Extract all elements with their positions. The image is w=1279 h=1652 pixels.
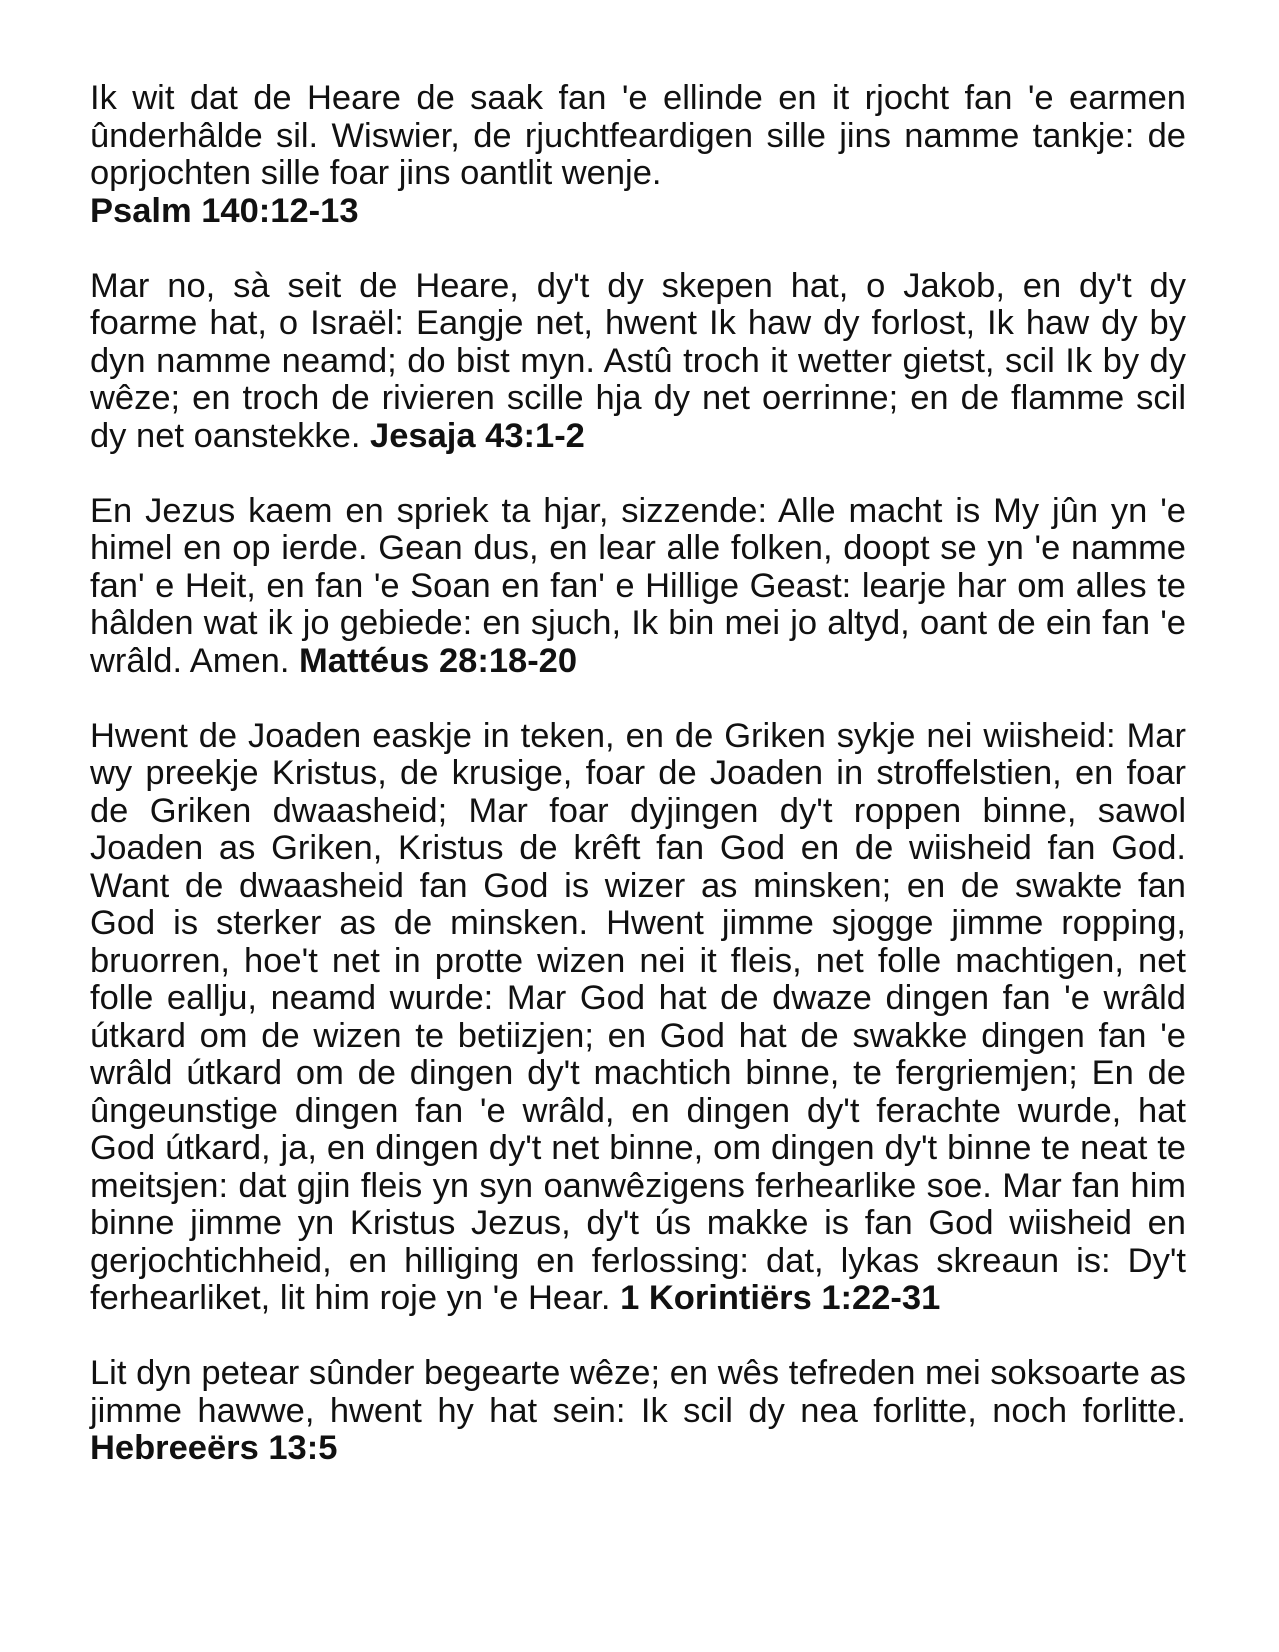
passage-text: Ik wit dat de Heare de saak fan 'e ellinde en it rjocht fan 'e earmen ûnderhâlde sil. Wiswier, de rjuchtfeardigen sille jins namme tankje: de oprjochten sille foar jins oantlit wenje.: [90, 79, 1186, 192]
passage-text: Lit dyn petear sûnder begearte wêze; en wês tefreden mei soksoarte as jimme hawwe, hwent hy hat sein: Ik scil dy nea forlitte, noch forlitte.: [90, 1354, 1186, 1430]
verse-reference: 1 Korintiërs 1:22-31: [620, 1279, 941, 1317]
document-page: [90, 80, 1186, 1505]
verse-reference: Jesaja 43:1-2: [370, 416, 585, 455]
passage-psalm: [90, 80, 1186, 230]
passage-text: En Jezus kaem en spriek ta hjar, sizzende: Alle macht is My jûn yn 'e himel en op ierde. Gean dus, en lear alle folken, doopt se yn 'e namme fan' e Heit, en fan 'e Soan en fan' e Hillige Geast: learje har om alles te hâlden wat ik jo gebiede: en sjuch, Ik bin mei jo altyd, oant de ein fan 'e wrâld. Amen.: [90, 491, 1186, 680]
passage-text: Mar no, sà seit de Heare, dy't dy skepen hat, o Jakob, en dy't dy foarme hat, o Israël: Eangje net, hwent Ik haw dy forlost, Ik haw dy by dyn namme neamd; do bist myn. Astû troch it wetter gietst, scil Ik by dy wêze; en troch de rivieren scille hja dy net oerrinne; en de flamme scil dy net oanstekke.: [90, 266, 1186, 455]
passage-korintiers: [90, 718, 1186, 1318]
verse-reference: Hebreeërs 13:5: [90, 1429, 338, 1467]
passage-matteus: [90, 493, 1186, 681]
verse-reference: Psalm 140:12-13: [90, 191, 359, 230]
passage-jesaja: [90, 268, 1186, 456]
passage-text: Hwent de Joaden easkje in teken, en de Griken sykje nei wiisheid: Mar wy preekje Kristus, de krusige, foar de Joaden in stroffelstien, en foar de Griken dwaasheid; Mar foar dyjingen dy't roppen binne, sawol Joaden as Griken, Kristus de krêft fan God en de wiisheid fan God. Want de dwaasheid fan God is wizer as minsken; en de swakte fan God is sterker as de minsken. Hwent jimme sjogge jimme ropping, bruorren, hoe't net in protte wizen nei it fleis, net folle machtigen, net folle eallju, neamd wurde: Mar God hat de dwaze dingen fan 'e wrâld útkard om de wizen te betiizjen; en God hat de swakke dingen fan 'e wrâld útkard om de dingen dy't machtich binne, te fergriemjen; En de ûngeunstige dingen fan 'e wrâld, en dingen dy't ferachte wurde, hat God útkard, ja, en dingen dy't net binne, om dingen dy't binne te neat te meitsjen: dat gjin fleis yn syn oanwêzigens ferhearlike soe. Mar fan him binne jimme yn Kristus Jezus, dy't ús makke is fan God wiisheid en gerjochtichheid, en hilliging en ferlossing: dat, lykas skreaun is: Dy't ferhearliket, lit him roje yn 'e Hear.: [90, 716, 1186, 1317]
passage-hebreeers: [90, 1355, 1186, 1468]
verse-reference: Mattéus 28:18-20: [299, 641, 578, 680]
